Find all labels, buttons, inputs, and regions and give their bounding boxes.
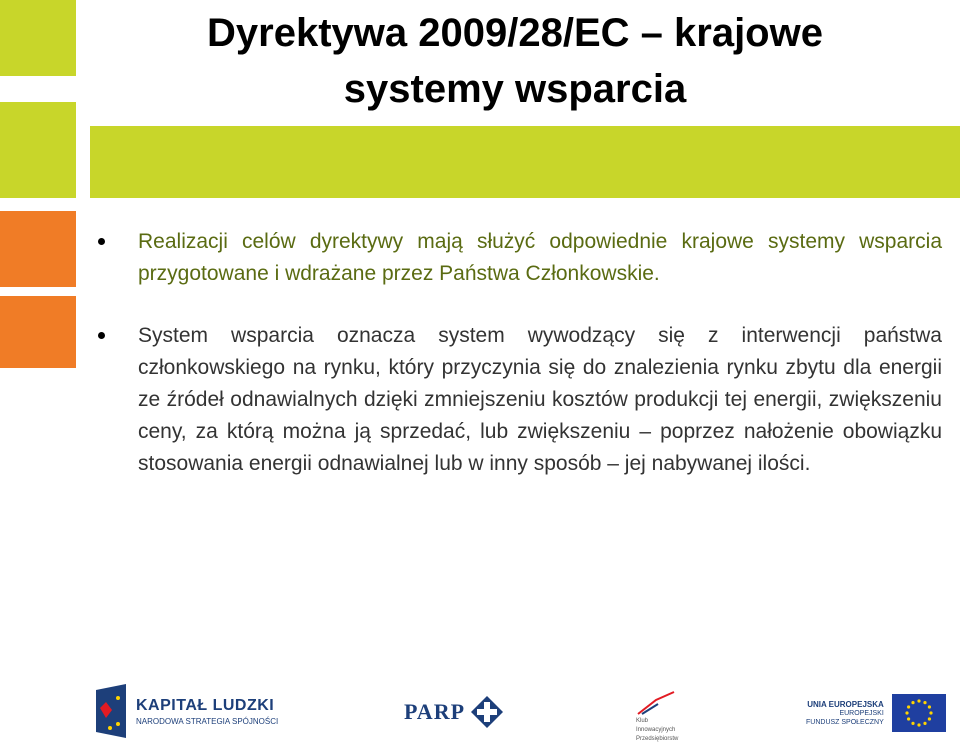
decor-square-lime-top [0, 0, 76, 76]
eu-title: UNIA EUROPEJSKA [807, 699, 884, 709]
decor-square-orange-1 [0, 211, 76, 287]
bullet-item [96, 320, 942, 480]
bullet-dot-icon [98, 238, 105, 245]
decor-square-lime-mid [0, 102, 76, 198]
footer-logos [0, 672, 960, 752]
kapital-ludzki-subtitle: NARODOWA STRATEGIA SPÓJNOŚCI [136, 716, 279, 726]
parp-label: PARP [404, 699, 466, 724]
slide-title [100, 0, 930, 122]
parp-logo [404, 696, 503, 728]
klub-logo [636, 690, 678, 743]
bullet-item [96, 226, 942, 290]
title-band [90, 126, 960, 198]
eu-line2: FUNDUSZ SPOŁECZNY [806, 718, 884, 726]
slide-title-line1: Dyrektywa 2009/28/EC – krajowe [207, 11, 823, 55]
bullet-text: Realizacji celów dyrektywy mają służyć odpowiednie krajowe systemy wsparcia przygotowane i wdrażane przez Państwa Członkowskie. [138, 230, 942, 285]
bullet-text: System wsparcia oznacza system wywodzący się z interwencji państwa członkowskiego na rynku, który przyczynia się do znalezienia rynku zbytu dla energii ze źródeł odnawialnych dzięki zmniejszeniu kosztów produkcji tej energii, zwiększeniu ceny, za którą można ją sprzedać, lub zwiększeniu – poprzez nałożenie obowiązku stosowania energii odnawialnej lub w inny sposób – jej nabywanej ilości. [138, 324, 942, 475]
klub-emblem-icon [636, 690, 676, 716]
kapital-ludzki-logo [96, 684, 278, 738]
kapital-ludzki-emblem-icon [96, 684, 126, 738]
slide-title-line2: systemy wsparcia [343, 67, 687, 111]
eu-line1: EUROPEJSKI [839, 709, 884, 717]
klub-line2: Innowacyjnych [636, 727, 676, 733]
decor-square-orange-2 [0, 296, 76, 368]
parp-emblem-icon [471, 696, 503, 728]
klub-line3: Przedsiębiorstw [636, 736, 679, 742]
klub-line1: Klub [636, 718, 649, 724]
bullet-list [96, 226, 942, 510]
eu-logo [806, 694, 946, 732]
kapital-ludzki-title: KAPITAŁ LUDZKI [136, 696, 275, 714]
bullet-dot-icon [98, 332, 105, 339]
eu-flag-icon [892, 694, 946, 732]
